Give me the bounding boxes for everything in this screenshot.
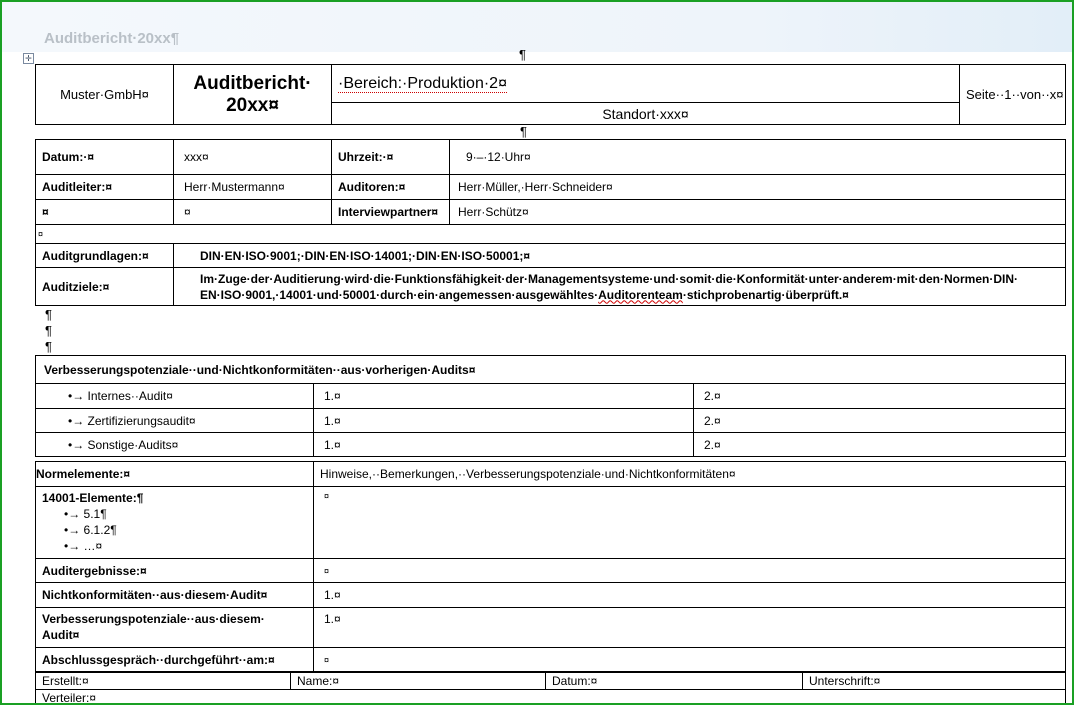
closing-label: Abschlussgespräch··durchgeführt··am:¤ — [36, 648, 314, 673]
paragraph-mark: ¶ — [519, 47, 526, 62]
bullet-arrow-icon: •→ — [68, 389, 85, 403]
goals-line-2-end: ·stichprobenartig·überprüft.¤ — [682, 287, 849, 302]
area-cell — [332, 65, 960, 103]
lead-auditor-label: Auditleiter:¤ — [36, 175, 174, 200]
distribution-label[interactable]: Verteiler:¤ — [36, 689, 1066, 705]
elements-cell — [36, 487, 314, 559]
previous-row-label — [36, 433, 314, 457]
paragraph-mark: ¶ — [45, 307, 52, 322]
name-label[interactable]: Name:¤ — [291, 672, 546, 689]
empty-cell: ¤ — [36, 200, 174, 225]
element-item: •→ 5.1¶ — [64, 507, 107, 521]
signature-label[interactable]: Unterschrift:¤ — [803, 672, 1066, 689]
paragraph-mark: ¶ — [45, 323, 52, 338]
date-label-footer[interactable]: Datum:¤ — [546, 672, 803, 689]
previous-audits-table — [35, 355, 1066, 457]
time-label: Uhrzeit:·¤ — [332, 140, 450, 175]
bullet-arrow-icon: •→ — [68, 413, 85, 428]
goals-line-2-spellcheck: Auditorenteam — [598, 287, 683, 302]
company-name: Muster·GmbH¤ — [36, 65, 174, 125]
paragraph-mark: ¶ — [45, 339, 52, 354]
previous-row-c2[interactable]: 2.¤ — [694, 384, 1066, 409]
location-text: Standort·xxx¤ — [332, 103, 960, 125]
table-move-handle-icon[interactable]: ✛ — [23, 53, 34, 64]
report-title: Auditbericht· 20xx¤ — [174, 65, 332, 125]
previous-row-c2[interactable]: 2.¤ — [694, 409, 1066, 433]
page-number: Seite··1··von··x¤ — [960, 65, 1066, 125]
nonconformities-label: Nichtkonformitäten··aus·diesem·Audit¤ — [36, 583, 314, 608]
date-value[interactable]: xxx¤ — [174, 140, 332, 175]
row-label: Zertifizierungsaudit¤ — [87, 413, 196, 428]
time-value[interactable]: 9·–·12·Uhr¤ — [450, 140, 1066, 175]
separator-row: ¤ — [36, 225, 1066, 244]
goals-value[interactable] — [174, 268, 1066, 306]
improvements-label-line2: Audit¤ — [42, 628, 80, 642]
nonconformities-value[interactable]: 1.¤ — [314, 583, 1066, 608]
results-label: Auditergebnisse:¤ — [36, 559, 314, 583]
bullet-arrow-icon: •→ — [68, 437, 85, 452]
elements-label: 14001-Elemente:¶ — [42, 491, 144, 505]
goals-line-1: Im·Zuge·der·Auditierung·wird·die·Funktionsfähigkeit·der·Managementsysteme·und·somit·die·Konformität·unter·anderem·mit·den·Normen·DIN· — [200, 271, 1019, 286]
basis-label: Auditgrundlagen:¤ — [36, 244, 174, 268]
row-label: Internes··Audit¤ — [87, 389, 173, 403]
empty-cell[interactable]: ¤ — [174, 200, 332, 225]
goals-line-2: EN·ISO·9001,·14001·und·50001·durch·ein·angemessen·ausgewähltes· — [200, 287, 599, 302]
element-item: •→ …¤ — [64, 539, 103, 553]
paragraph-mark: ¶ — [520, 124, 527, 139]
norm-value: Hinweise,··Bemerkungen,··Verbesserungspotenziale·und·Nichtkonformitäten¤ — [314, 462, 1066, 487]
previous-row-c1[interactable]: 1.¤ — [314, 409, 694, 433]
element-item: •→ 6.1.2¶ — [64, 523, 117, 537]
closing-value[interactable]: ¤ — [314, 648, 1066, 673]
previous-row-c1[interactable]: 1.¤ — [314, 433, 694, 457]
lead-auditor-value[interactable]: Herr·Mustermann¤ — [174, 175, 332, 200]
improvements-label-line1: Verbesserungspotenziale··aus·diesem· — [42, 612, 265, 626]
date-label: Datum:·¤ — [36, 140, 174, 175]
footer-table — [35, 671, 1066, 705]
area-text: ·Bereich:·Produktion·2¤ — [338, 74, 507, 92]
norm-label: Normelemente:¤ — [36, 462, 314, 487]
created-label[interactable]: Erstellt:¤ — [36, 672, 291, 689]
auditors-label: Auditoren:¤ — [332, 175, 450, 200]
interview-label: Interviewpartner¤ — [332, 200, 450, 225]
title-table — [35, 64, 1066, 125]
improvements-label — [36, 608, 314, 648]
info-table — [35, 139, 1066, 306]
findings-table — [35, 461, 1066, 673]
previous-row-c2[interactable]: 2.¤ — [694, 433, 1066, 457]
row-label: Sonstige·Audits¤ — [87, 437, 179, 452]
elements-value[interactable]: ¤ — [314, 487, 1066, 559]
previous-row-c1[interactable]: 1.¤ — [314, 384, 694, 409]
previous-heading: Verbesserungspotenziale··und·Nichtkonformitäten··aus·vorherigen·Audits¤ — [36, 356, 1066, 384]
results-value[interactable]: ¤ — [314, 559, 1066, 583]
auditors-value[interactable]: Herr·Müller,·Herr·Schneider¤ — [450, 175, 1066, 200]
improvements-value[interactable]: 1.¤ — [314, 608, 1066, 648]
previous-row-label — [36, 409, 314, 433]
goals-label: Auditziele:¤ — [36, 268, 174, 306]
basis-value[interactable]: DIN·EN·ISO·9001;·DIN·EN·ISO·14001;·DIN·EN·ISO·50001;¤ — [174, 244, 1066, 268]
header-title: Auditbericht·20xx¶ — [44, 30, 180, 47]
interview-value[interactable]: Herr·Schütz¤ — [450, 200, 1066, 225]
previous-row-label — [36, 384, 314, 409]
